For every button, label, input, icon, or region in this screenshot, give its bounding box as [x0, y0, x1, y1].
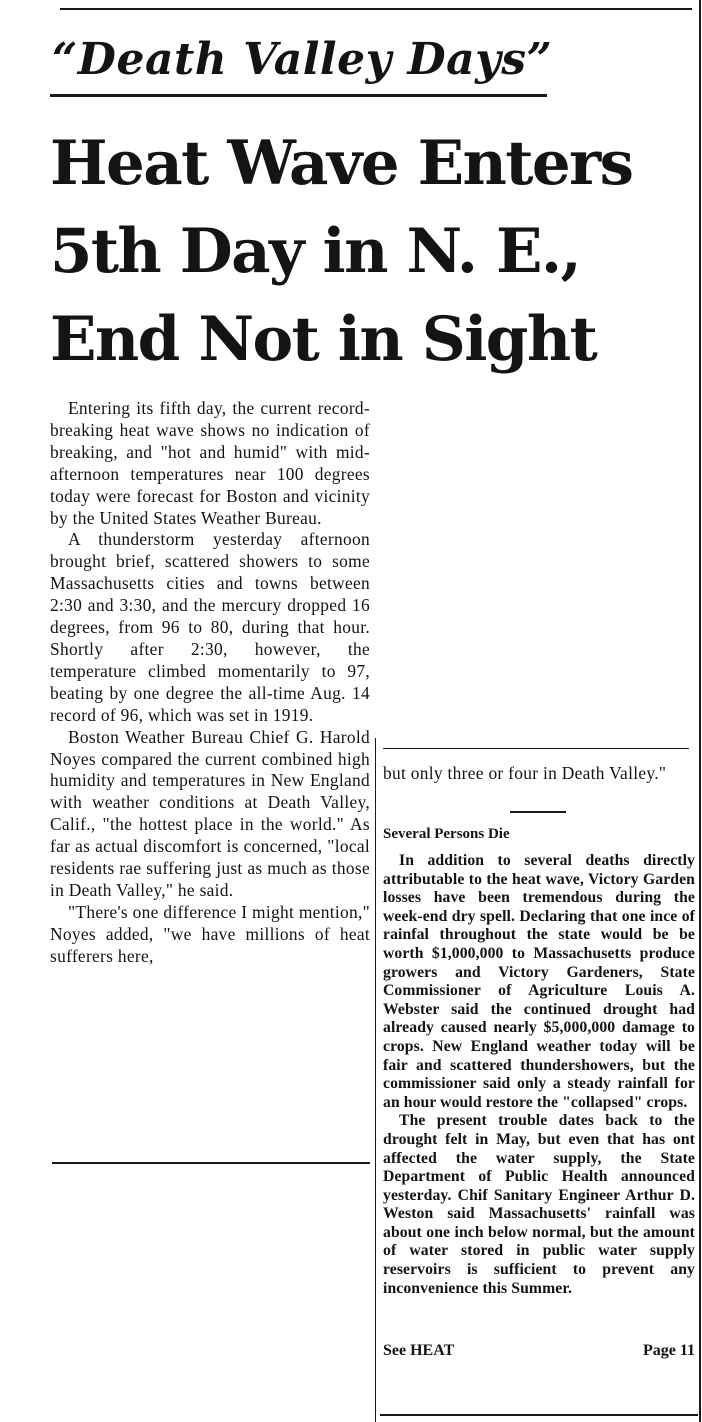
- kicker-underline: [50, 94, 547, 97]
- body-paragraph: Boston Weather Bureau Chief G. Harold Noyes compared the current combined high humidity and temperatures in New England with weather conditions at Death Valley, Calif., "the hottest place in the world." As far as actual discomfort is concerned, "local residents rae suffering just as much as those in Death Valley," he said.: [50, 726, 370, 900]
- section-break-rule: [510, 811, 566, 813]
- headline-line: End Not in Sight: [50, 304, 597, 375]
- body-paragraph: but only three or four in Death Valley.": [383, 763, 667, 783]
- article-column-2: [383, 852, 695, 1298]
- top-rule: [60, 8, 692, 10]
- section-subhead: Several Persons Die: [383, 826, 510, 842]
- bottom-rule: [380, 1414, 698, 1416]
- body-paragraph: "There's one difference I might mention," Noyes added, "we have millions of heat sufferers here,: [50, 901, 370, 966]
- column-1-bottom-rule: [52, 1162, 370, 1164]
- jump-page: Page 11: [643, 1342, 695, 1359]
- body-paragraph: The present trouble dates back to the drought felt in May, but even that has ont affected the water supply, the State Department of Public Health announced yesterday. Chif Sanitary Engineer Arthur D. Weston said Massachusetts' rainfall was about one inch below normal, but the amount of water stored in public water supply reservoirs is sufficient to prevent any inconvenience this Summer.: [383, 1112, 695, 1297]
- headline-line: 5th Day in N. E.,: [50, 216, 581, 287]
- right-border-rule: [699, 0, 701, 1422]
- jump-line: [383, 1342, 695, 1360]
- main-headline: [50, 120, 690, 384]
- article-column-1: [50, 398, 370, 968]
- body-paragraph: Entering its fifth day, the current record-breaking heat wave shows no indication of breaking, and "hot and humid" with mid-afternoon temperatures near 100 degrees today were forecast for Boston and vicinity by the United States Weather Bureau.: [50, 398, 370, 528]
- headline-line: Heat Wave Enters: [50, 128, 633, 199]
- column-divider-rule: [375, 738, 376, 1422]
- kicker-headline: “Death Valley Days”: [52, 34, 553, 85]
- article-column-2-continuation: [383, 763, 695, 785]
- jump-label: See HEAT: [383, 1342, 455, 1359]
- body-paragraph: A thunderstorm yesterday afternoon brought brief, scattered showers to some Massachusetts cities and towns between 2:30 and 3:30, and the mercury dropped 16 degrees, from 96 to 80, during that hour. Shortly after 2:30, however, the temperature climbed momentarily to 97, beating by one degree the all-time Aug. 14 record of 96, which was set in 1919.: [50, 529, 370, 725]
- column-2-top-rule: [383, 748, 689, 749]
- body-paragraph: In addition to several deaths directly attributable to the heat wave, Victory Garden losses have been tremendous during the week-end dry spell. Declaring that one ince of rainfal throughout the state would be be worth $1,000,000 to Massachusetts produce growers and Victory Gardeners, State Commissioner of Agriculture Louis A. Webster said the continued drought had already caused nearly $5,000,000 damage to crops. New England weather today will be fair and scattered thundershowers, but the commissioner said only a steady rainfall for an hour would restore the "collapsed" crops.: [383, 852, 695, 1111]
